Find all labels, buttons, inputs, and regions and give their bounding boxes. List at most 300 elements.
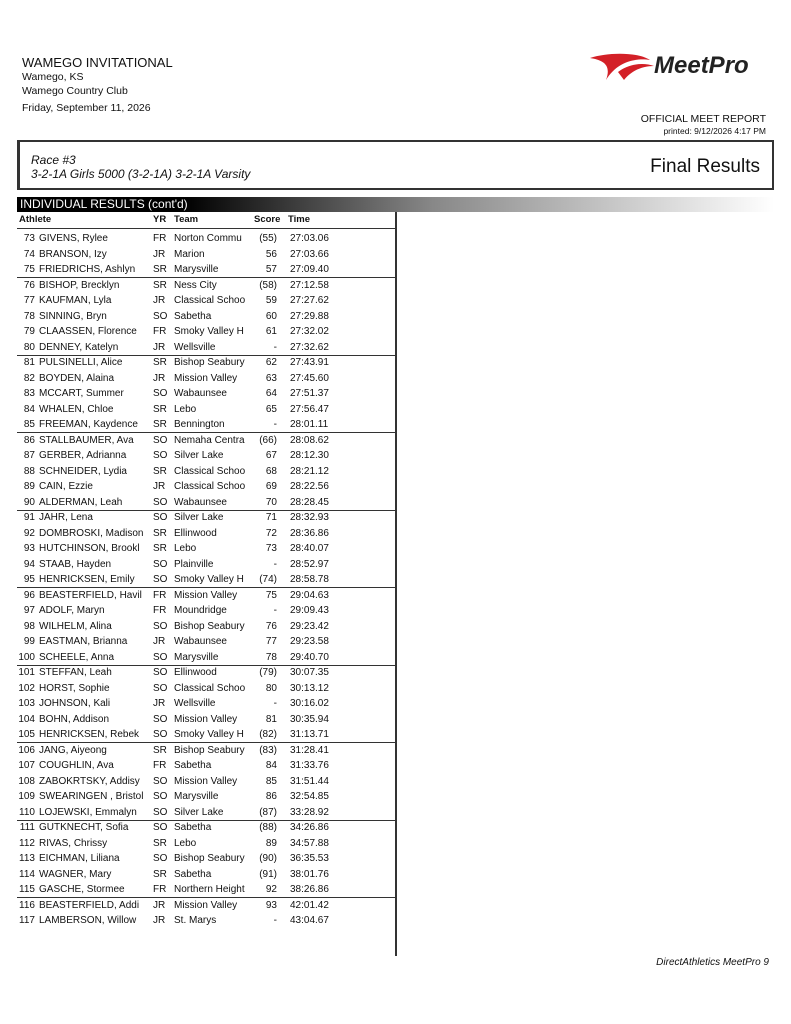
printed-timestamp: printed: 9/12/2026 4:17 PM (663, 126, 766, 136)
col-score: Score (254, 214, 281, 225)
row-score: (88) (259, 822, 277, 833)
row-time: 27:45.60 (290, 372, 329, 384)
footer-text: DirectAthletics MeetPro 9 (656, 957, 769, 968)
row-yr: JR (153, 899, 166, 911)
row-place: 83 (23, 388, 35, 399)
race-box (17, 140, 774, 190)
row-name: KAUFMAN, Lyla (39, 295, 112, 306)
row-place: 88 (23, 465, 35, 477)
row-time: 29:09.43 (290, 605, 329, 616)
row-yr: FR (153, 605, 167, 616)
row-team: Sabetha (174, 822, 212, 833)
row-team: Silver Lake (174, 512, 224, 523)
row-name: RIVAS, Chrissy (39, 837, 108, 849)
table-row (0, 882, 395, 898)
table-row (0, 619, 395, 635)
row-name: WHALEN, Chloe (39, 403, 114, 415)
row-yr: SR (153, 264, 167, 275)
table-row (0, 417, 395, 433)
row-name: DOMBROSKI, Madison (39, 527, 144, 539)
row-name: ZABOKRTSKY, Addisy (39, 775, 140, 787)
row-name: WILHELM, Alina (39, 620, 112, 632)
row-team: Wabaunsee (174, 388, 227, 399)
row-time: 28:40.07 (290, 543, 329, 554)
row-name: SCHEELE, Anna (39, 651, 115, 663)
row-team: Smoky Valley H (174, 729, 244, 740)
row-name: STEFFAN, Leah (39, 667, 112, 678)
results-status: Final Results (650, 156, 760, 177)
row-yr: SR (153, 543, 167, 554)
table-row (0, 572, 395, 588)
table-row (0, 836, 395, 852)
row-name: GIVENS, Rylee (39, 233, 108, 244)
row-name: BISHOP, Brecklyn (39, 279, 120, 291)
row-place: 106 (18, 744, 35, 756)
row-time: 30:16.02 (290, 698, 329, 709)
header-divider (17, 228, 395, 229)
row-yr: FR (153, 884, 167, 895)
row-time: 43:04.67 (290, 915, 329, 926)
row-name: SINNING, Bryn (39, 310, 107, 322)
row-team: Wellsville (174, 341, 216, 353)
row-place: 84 (23, 403, 35, 415)
row-team: Bishop Seabury (174, 620, 245, 632)
row-score: 73 (265, 543, 277, 554)
row-place: 115 (19, 884, 35, 895)
row-name: STALLBAUMER, Ava (39, 434, 134, 446)
row-yr: SR (153, 527, 167, 539)
table-row (0, 386, 395, 402)
row-team: Marysville (174, 791, 219, 802)
row-yr: SO (153, 512, 168, 523)
row-team: Bishop Seabury (174, 744, 245, 756)
row-score: 60 (265, 310, 277, 322)
row-score: 92 (265, 884, 277, 895)
row-time: 28:08.62 (290, 434, 329, 446)
row-time: 30:35.94 (290, 713, 329, 725)
row-place: 98 (23, 620, 35, 632)
row-time: 28:58.78 (290, 574, 329, 585)
row-place: 92 (23, 527, 35, 539)
table-row (0, 774, 395, 790)
row-place: 113 (19, 853, 35, 864)
row-time: 31:28.41 (290, 744, 329, 756)
row-yr: JR (153, 636, 166, 647)
row-place: 85 (23, 419, 35, 430)
row-score: 75 (265, 589, 277, 601)
swoosh-icon (588, 50, 658, 86)
row-yr: SR (153, 279, 167, 291)
row-place: 86 (23, 434, 35, 446)
row-team: Marysville (174, 651, 219, 663)
row-place: 105 (18, 729, 35, 740)
row-place: 107 (18, 760, 35, 771)
row-team: Sabetha (174, 310, 212, 322)
row-time: 28:12.30 (290, 450, 329, 461)
row-yr: FR (153, 760, 167, 771)
row-time: 29:04.63 (290, 589, 329, 601)
table-row (0, 247, 395, 263)
row-team: Mission Valley (174, 589, 238, 601)
row-team: Norton Commu (174, 233, 242, 244)
row-team: St. Marys (174, 915, 217, 926)
row-place: 73 (23, 233, 35, 244)
row-score: 76 (265, 620, 277, 632)
table-row (0, 898, 395, 914)
group-divider (17, 742, 395, 743)
row-team: Silver Lake (174, 806, 224, 818)
row-place: 117 (19, 915, 35, 926)
table-row (0, 712, 395, 728)
row-name: JANG, Aiyeong (39, 744, 107, 756)
row-time: 28:21.12 (290, 465, 329, 477)
table-row (0, 743, 395, 759)
row-team: Classical Schoo (174, 682, 246, 694)
row-score: 61 (265, 326, 277, 337)
row-time: 38:26.86 (290, 884, 329, 895)
row-name: HENRICKSEN, Emily (39, 574, 135, 585)
row-score: 86 (265, 791, 277, 802)
row-place: 94 (23, 558, 35, 570)
table-row (0, 402, 395, 418)
row-place: 82 (23, 372, 35, 384)
table-row (0, 278, 395, 294)
row-place: 101 (18, 667, 35, 678)
meetpro-logo (588, 50, 778, 86)
table-row (0, 231, 395, 247)
official-report-label: OFFICIAL MEET REPORT (640, 113, 766, 125)
row-name: BOHN, Addison (39, 713, 110, 725)
row-team: Classical Schoo (174, 465, 246, 477)
row-team: Bishop Seabury (174, 357, 245, 368)
row-yr: SO (153, 620, 168, 632)
row-score: 77 (265, 636, 277, 647)
row-time: 28:32.93 (290, 512, 329, 523)
row-yr: JR (153, 698, 166, 709)
row-score: 68 (265, 465, 277, 477)
row-yr: FR (153, 326, 167, 337)
row-yr: SR (153, 465, 167, 477)
table-row (0, 309, 395, 325)
row-name: MCCART, Summer (39, 388, 124, 399)
row-place: 110 (19, 806, 35, 818)
row-team: Marysville (174, 264, 219, 275)
row-name: GERBER, Adrianna (39, 450, 127, 461)
group-divider (17, 665, 395, 666)
row-score: 78 (265, 651, 277, 663)
row-name: GUTKNECHT, Sofia (39, 822, 129, 833)
row-yr: SO (153, 310, 168, 322)
row-time: 30:07.35 (290, 667, 329, 678)
row-score: 72 (265, 527, 277, 539)
meet-title: WAMEGO INVITATIONAL (22, 55, 173, 70)
row-place: 91 (23, 512, 35, 523)
row-time: 27:43.91 (290, 357, 329, 368)
section-bar (17, 197, 774, 212)
row-time: 28:28.45 (290, 496, 329, 508)
row-place: 108 (18, 775, 35, 787)
row-place: 81 (23, 357, 35, 368)
row-name: JOHNSON, Kali (39, 698, 111, 709)
row-place: 104 (18, 713, 35, 725)
row-place: 95 (23, 574, 35, 585)
row-name: ALDERMAN, Leah (39, 496, 123, 508)
row-yr: SO (153, 806, 168, 818)
row-yr: SO (153, 729, 168, 740)
row-time: 27:09.40 (290, 264, 329, 275)
row-team: Mission Valley (174, 372, 238, 384)
row-time: 31:51.44 (290, 775, 329, 787)
row-time: 29:23.58 (290, 636, 329, 647)
row-name: ADOLF, Maryn (39, 605, 105, 616)
row-team: Lebo (174, 403, 197, 415)
row-team: Wellsville (174, 698, 216, 709)
row-yr: SR (153, 837, 167, 849)
table-row (0, 464, 395, 480)
row-team: Sabetha (174, 868, 212, 880)
table-row (0, 758, 395, 774)
row-place: 100 (18, 651, 35, 663)
row-yr: JR (153, 295, 166, 306)
row-team: Smoky Valley H (174, 574, 244, 585)
row-time: 27:03.66 (290, 248, 329, 260)
row-yr: SO (153, 853, 168, 864)
table-row (0, 805, 395, 821)
row-time: 32:54.85 (290, 791, 329, 802)
row-yr: SO (153, 558, 168, 570)
group-divider (17, 277, 395, 278)
group-divider (17, 897, 395, 898)
row-place: 80 (23, 341, 35, 353)
row-name: LOJEWSKI, Emmalyn (39, 806, 137, 818)
row-score: (55) (259, 233, 277, 244)
row-time: 27:12.58 (290, 279, 329, 291)
row-team: Sabetha (174, 760, 212, 771)
col-team: Team (174, 214, 199, 225)
row-team: Mission Valley (174, 775, 238, 787)
row-score: 64 (265, 388, 277, 399)
row-yr: SO (153, 651, 168, 663)
row-yr: SO (153, 713, 168, 725)
row-place: 96 (23, 589, 35, 601)
row-yr: SR (153, 403, 167, 415)
row-place: 114 (19, 868, 35, 880)
row-yr: FR (153, 589, 167, 601)
row-team: Ness City (174, 279, 217, 291)
row-name: PULSINELLI, Alice (39, 357, 123, 368)
table-row (0, 324, 395, 340)
row-score: (83) (259, 744, 277, 756)
row-team: Northern Height (174, 884, 245, 895)
row-name: CAIN, Ezzie (39, 481, 93, 492)
row-time: 28:52.97 (290, 558, 329, 570)
row-time: 34:57.88 (290, 837, 329, 849)
row-team: Moundridge (174, 605, 227, 616)
row-score: 81 (265, 713, 277, 725)
row-time: 38:01.76 (290, 868, 329, 880)
row-time: 30:13.12 (290, 682, 329, 694)
row-score: - (273, 605, 277, 616)
row-time: 28:22.56 (290, 481, 329, 492)
row-team: Marion (174, 248, 205, 260)
row-name: HORST, Sophie (39, 682, 110, 694)
row-place: 90 (23, 496, 35, 508)
row-team: Wabaunsee (174, 496, 227, 508)
table-row (0, 681, 395, 697)
row-yr: SO (153, 450, 168, 461)
row-score: 71 (265, 512, 277, 523)
row-yr: JR (153, 481, 166, 492)
table-row (0, 479, 395, 495)
row-yr: JR (153, 341, 166, 353)
table-row (0, 526, 395, 542)
meet-venue: Wamego Country Club (22, 85, 128, 97)
group-divider (17, 355, 395, 356)
row-time: 27:51.37 (290, 388, 329, 399)
row-yr: SO (153, 496, 168, 508)
row-place: 116 (19, 899, 35, 911)
row-name: HUTCHINSON, Brookl (39, 543, 140, 554)
column-divider (395, 212, 397, 956)
row-time: 27:27.62 (290, 295, 329, 306)
row-name: COUGHLIN, Ava (39, 760, 114, 771)
row-score: 62 (265, 357, 277, 368)
row-name: SWEARINGEN , Bristol (39, 791, 144, 802)
logo-text: MeetPro (654, 52, 749, 79)
row-score: 59 (265, 295, 277, 306)
group-divider (17, 510, 395, 511)
row-yr: SR (153, 357, 167, 368)
row-place: 79 (23, 326, 35, 337)
row-score: (91) (259, 868, 277, 880)
row-score: (79) (259, 667, 277, 678)
table-row (0, 665, 395, 681)
row-team: Silver Lake (174, 450, 224, 461)
row-score: 65 (265, 403, 277, 415)
meet-date: Friday, September 11, 2026 (22, 102, 151, 114)
row-score: 63 (265, 372, 277, 384)
row-team: Nemaha Centra (174, 434, 245, 446)
row-name: LAMBERSON, Willow (39, 915, 137, 926)
row-team: Classical Schoo (174, 295, 246, 306)
row-time: 42:01.42 (290, 899, 329, 911)
row-team: Plainville (174, 558, 214, 570)
row-score: 84 (265, 760, 277, 771)
row-place: 76 (23, 279, 35, 291)
row-team: Ellinwood (174, 527, 217, 539)
row-time: 27:56.47 (290, 403, 329, 415)
row-time: 31:13.71 (290, 729, 329, 740)
row-team: Bennington (174, 419, 225, 430)
row-time: 27:32.02 (290, 326, 329, 337)
row-score: (90) (259, 853, 277, 864)
row-place: 78 (23, 310, 35, 322)
row-name: EASTMAN, Brianna (39, 636, 128, 647)
table-row (0, 634, 395, 650)
row-name: FRIEDRICHS, Ashlyn (39, 264, 136, 275)
row-team: Wabaunsee (174, 636, 227, 647)
row-place: 102 (18, 682, 35, 694)
row-yr: JR (153, 372, 166, 384)
row-time: 27:29.88 (290, 310, 329, 322)
row-name: BOYDEN, Alaina (39, 372, 115, 384)
col-yr: YR (153, 214, 167, 225)
table-row (0, 557, 395, 573)
table-row (0, 340, 395, 356)
row-name: SCHNEIDER, Lydia (39, 465, 127, 477)
table-row (0, 650, 395, 666)
col-time: Time (288, 214, 311, 225)
row-yr: SO (153, 682, 168, 694)
table-row (0, 603, 395, 619)
row-time: 27:03.06 (290, 233, 329, 244)
row-yr: SO (153, 667, 168, 678)
row-score: 56 (265, 248, 277, 260)
table-row (0, 867, 395, 883)
row-yr: JR (153, 248, 166, 260)
row-score: (87) (259, 806, 277, 818)
row-score: 89 (265, 837, 277, 849)
row-yr: JR (153, 915, 166, 926)
row-score: - (273, 558, 277, 570)
row-score: 69 (265, 481, 277, 492)
row-score: - (273, 915, 277, 926)
row-time: 28:01.11 (290, 419, 329, 430)
section-title: INDIVIDUAL RESULTS (cont'd) (20, 197, 188, 211)
table-row (0, 820, 395, 836)
row-place: 99 (23, 636, 35, 647)
row-time: 34:26.86 (290, 822, 329, 833)
row-place: 75 (23, 264, 35, 275)
row-place: 89 (23, 481, 35, 492)
group-divider (17, 587, 395, 588)
table-row (0, 448, 395, 464)
table-row (0, 727, 395, 743)
row-score: 70 (265, 496, 277, 508)
row-yr: SO (153, 822, 168, 833)
row-name: FREEMAN, Kaydence (39, 419, 138, 430)
table-row (0, 913, 395, 929)
row-score: (74) (259, 574, 277, 585)
table-row (0, 541, 395, 557)
table-row (0, 510, 395, 526)
row-name: WAGNER, Mary (39, 868, 112, 880)
row-yr: SR (153, 868, 167, 880)
table-row (0, 355, 395, 371)
row-time: 28:36.86 (290, 527, 329, 539)
row-time: 27:32.62 (290, 341, 329, 353)
row-score: 57 (265, 264, 277, 275)
row-yr: SO (153, 791, 168, 802)
col-athlete: Athlete (19, 214, 52, 225)
table-row (0, 495, 395, 511)
row-place: 87 (23, 450, 35, 461)
row-place: 93 (23, 543, 35, 554)
row-place: 112 (19, 837, 35, 849)
row-score: 80 (265, 682, 277, 694)
row-place: 109 (18, 791, 35, 802)
group-divider (17, 820, 395, 821)
row-time: 33:28.92 (290, 806, 329, 818)
row-score: (58) (259, 279, 277, 291)
row-name: BEASTERFIELD, Addi (39, 899, 140, 911)
row-team: Smoky Valley H (174, 326, 244, 337)
row-place: 77 (23, 295, 35, 306)
row-name: HENRICKSEN, Rebek (39, 729, 140, 740)
row-team: Mission Valley (174, 713, 238, 725)
table-row (0, 851, 395, 867)
row-yr: SR (153, 744, 167, 756)
